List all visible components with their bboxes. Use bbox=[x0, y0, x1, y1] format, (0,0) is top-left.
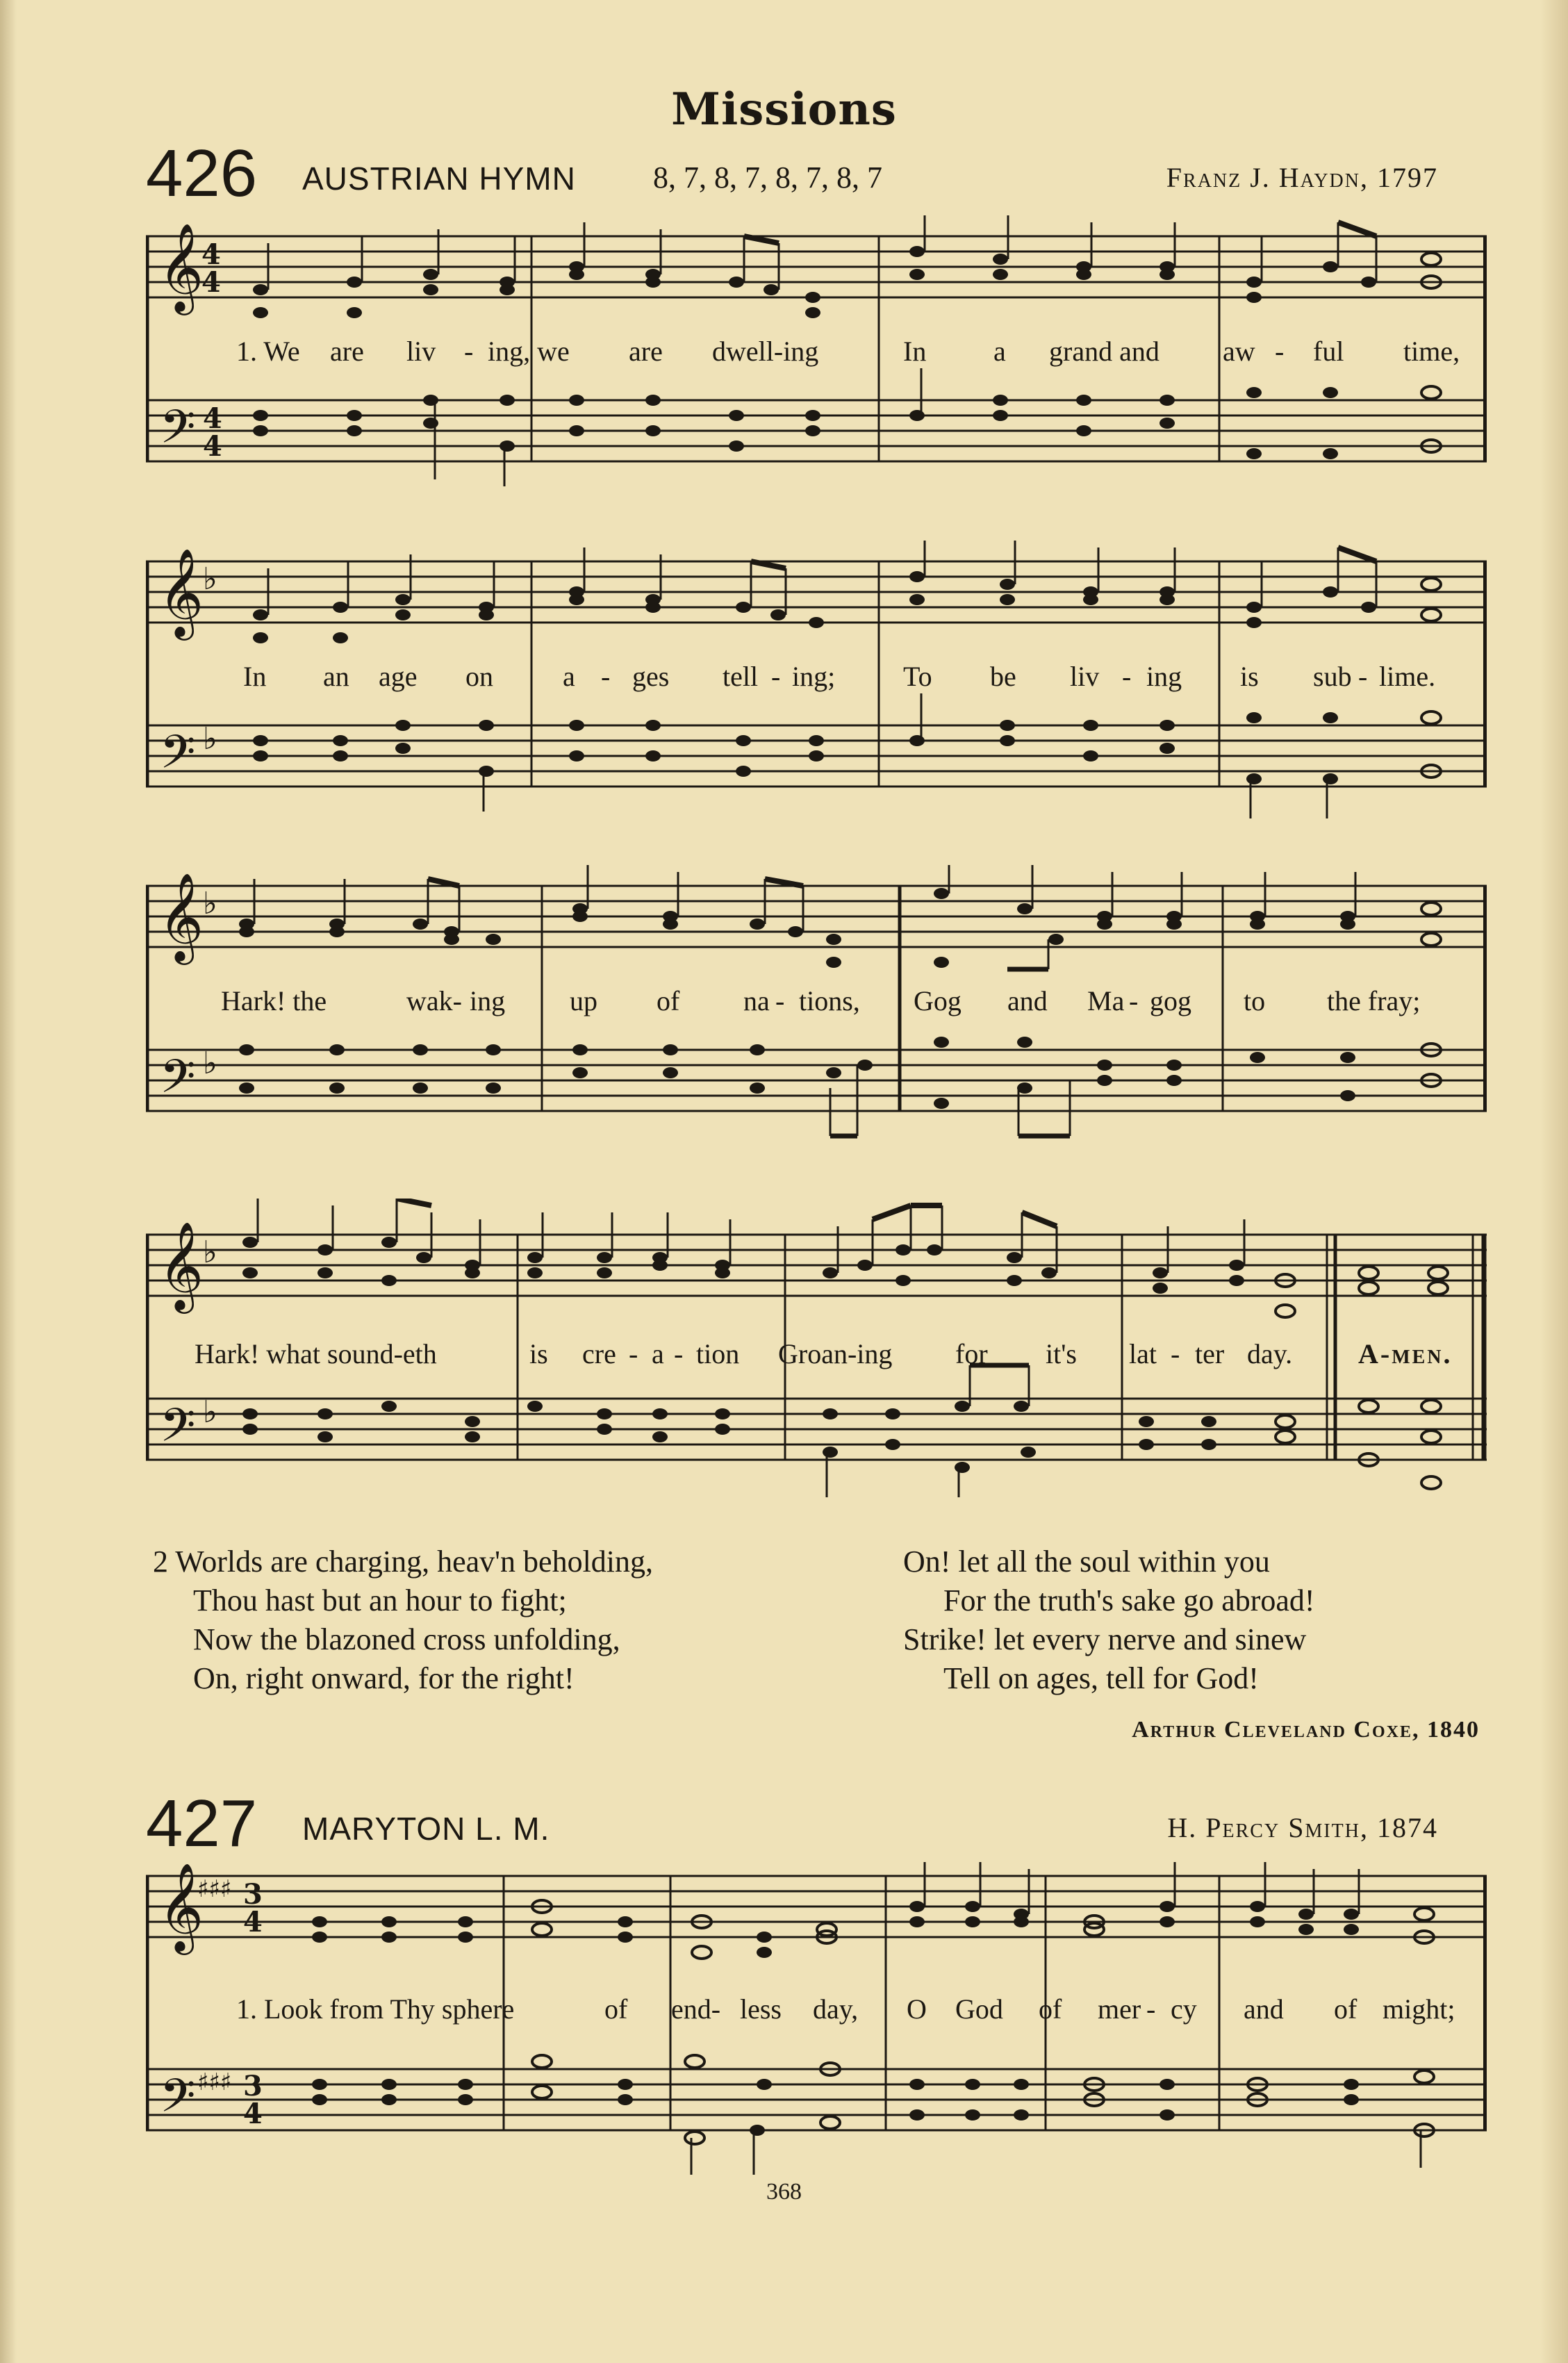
svg-text:𝄞: 𝄞 bbox=[158, 1221, 204, 1310]
lyric-syllable: up bbox=[570, 985, 597, 1016]
svg-text:♭: ♭ bbox=[203, 561, 217, 597]
stanza-line: On, right onward, for the right! bbox=[193, 1661, 575, 1695]
svg-text:𝄢: 𝄢 bbox=[160, 725, 196, 790]
hymn-number: 427 bbox=[146, 1786, 258, 1861]
lyric-syllable: - bbox=[601, 661, 611, 692]
lyric-syllable: lat bbox=[1129, 1338, 1157, 1369]
lyric-syllable: a bbox=[563, 661, 575, 692]
stanza-line: Now the blazoned cross unfolding, bbox=[193, 1622, 620, 1656]
lyric-syllable: - bbox=[629, 1338, 638, 1369]
lyric-syllable: grand and bbox=[1049, 336, 1160, 367]
svg-text:4: 4 bbox=[201, 238, 221, 271]
lyric-syllable: to bbox=[1244, 985, 1266, 1016]
lyric-syllable: day. bbox=[1247, 1338, 1293, 1369]
hymn-426-header bbox=[146, 136, 1438, 215]
lyric-syllable: - bbox=[1275, 336, 1285, 367]
lyric-syllable: aw bbox=[1223, 336, 1255, 367]
music-system-4 bbox=[146, 1199, 1487, 1504]
lyric-syllable: na bbox=[743, 985, 770, 1016]
lyric-syllable: end- bbox=[671, 1993, 721, 2025]
lyric-syllable: day, bbox=[813, 1993, 859, 2025]
stanza-line: Thou hast but an hour to fight; bbox=[193, 1583, 567, 1617]
lyric-syllable: ing bbox=[1146, 661, 1182, 692]
svg-text:𝄢: 𝄢 bbox=[160, 2069, 196, 2134]
lyric-syllable: - bbox=[464, 336, 474, 367]
svg-text:4: 4 bbox=[243, 1906, 263, 1938]
svg-text:𝄢: 𝄢 bbox=[160, 1050, 196, 1114]
svg-text:𝄞: 𝄞 bbox=[158, 547, 204, 636]
lyric-syllable: liv bbox=[1070, 661, 1100, 692]
stanza-2 bbox=[153, 1542, 1480, 1743]
tune-name: MARYTON L. M. bbox=[302, 1811, 550, 1847]
svg-text:♭: ♭ bbox=[203, 721, 217, 757]
lyric-syllable: tion bbox=[696, 1338, 740, 1369]
svg-text:𝄢: 𝄢 bbox=[160, 1399, 196, 1463]
section-title: Missions bbox=[671, 83, 897, 135]
stanza-line: Strike! let every nerve and sinew bbox=[903, 1622, 1307, 1656]
lyric-syllable: Ma bbox=[1087, 985, 1125, 1016]
stanza-line: Tell on ages, tell for God! bbox=[943, 1661, 1259, 1695]
lyric-syllable: lime. bbox=[1379, 661, 1436, 692]
lyric-syllable: Hark! the bbox=[221, 985, 327, 1016]
lyric-syllable: - bbox=[775, 985, 785, 1016]
composer: H. Percy Smith, 1874 bbox=[1167, 1812, 1438, 1843]
lyric-syllable: - bbox=[1129, 985, 1139, 1016]
lyric-syllable: O bbox=[907, 1993, 927, 2025]
composer: Franz J. Haydn, 1797 bbox=[1166, 162, 1438, 193]
lyric-syllable: and bbox=[1244, 1993, 1284, 2025]
svg-text:𝄢: 𝄢 bbox=[160, 400, 196, 465]
stanza-line: For the truth's sake go abroad! bbox=[943, 1583, 1315, 1617]
stanza-line: On! let all the soul within you bbox=[903, 1545, 1270, 1579]
lyric-syllable: 1. We bbox=[236, 336, 300, 367]
stanza-line: 2 Worlds are charging, heav'n beholding, bbox=[153, 1545, 654, 1579]
lyric-syllable: - bbox=[1122, 661, 1132, 692]
lyric-syllable: on bbox=[465, 661, 493, 692]
svg-text:4: 4 bbox=[203, 402, 222, 435]
lyric-syllable: are bbox=[629, 336, 663, 367]
lyric-syllable: - bbox=[1358, 661, 1368, 692]
lyric-syllable: tell bbox=[723, 661, 759, 692]
page-binding-edge bbox=[0, 0, 17, 2363]
music-system-1 bbox=[146, 215, 1487, 493]
svg-text:♯♯♯: ♯♯♯ bbox=[197, 1875, 232, 1903]
lyric-syllable: ful bbox=[1313, 336, 1344, 367]
lyric-syllable: 1. Look from Thy sphere bbox=[236, 1993, 515, 2025]
stanza-2-left-column bbox=[153, 1542, 653, 1698]
lyric-syllable: To bbox=[903, 661, 932, 692]
lyric-syllable: cy bbox=[1171, 1993, 1197, 2025]
hymn-number: 426 bbox=[146, 136, 258, 211]
lyric-syllable: Groan-ing bbox=[778, 1338, 893, 1369]
lyric-syllable: less bbox=[740, 1993, 782, 2025]
lyric-syllable: a bbox=[993, 336, 1006, 367]
lyric-syllable: ing; bbox=[792, 661, 836, 692]
lyric-syllable: age bbox=[379, 661, 418, 692]
lyric-syllable: ing bbox=[470, 985, 506, 1016]
svg-text:𝄞: 𝄞 bbox=[158, 872, 204, 961]
lyric-syllable: of bbox=[604, 1993, 628, 2025]
svg-text:4: 4 bbox=[201, 266, 221, 299]
lyric-syllable: sub bbox=[1313, 661, 1352, 692]
stanza-2-right-column bbox=[903, 1542, 1315, 1698]
lyric-syllable: Gog bbox=[914, 985, 962, 1016]
lyric-syllable: tions, bbox=[799, 985, 860, 1016]
lyric-syllable: God bbox=[955, 1993, 1003, 2025]
lyric-syllable: for bbox=[955, 1338, 988, 1369]
page-number: 368 bbox=[766, 2179, 802, 2205]
text-author: Arthur Cleveland Coxe, 1840 bbox=[1132, 1717, 1480, 1743]
music-system-3 bbox=[146, 865, 1487, 1143]
music-system-5 bbox=[146, 1848, 1487, 2175]
lyric-syllable: of bbox=[657, 985, 680, 1016]
svg-text:♭: ♭ bbox=[203, 886, 217, 921]
lyric-syllable: wak- bbox=[406, 985, 462, 1016]
lyric-syllable: a bbox=[652, 1338, 664, 1369]
svg-text:4: 4 bbox=[203, 430, 222, 463]
lyric-syllable: - bbox=[674, 1338, 684, 1369]
lyric-syllable: is bbox=[529, 1338, 548, 1369]
lyric-syllable: ter bbox=[1195, 1338, 1225, 1369]
svg-text:3: 3 bbox=[243, 1878, 263, 1911]
lyric-syllable: and bbox=[1007, 985, 1048, 1016]
lyric-syllable: is bbox=[1240, 661, 1259, 692]
svg-text:♭: ♭ bbox=[203, 1235, 217, 1270]
lyric-syllable: In bbox=[243, 661, 267, 692]
lyric-syllable: dwell-ing bbox=[712, 336, 819, 367]
svg-text:♭: ♭ bbox=[203, 1046, 217, 1081]
svg-text:𝄞: 𝄞 bbox=[158, 222, 204, 311]
lyric-syllable: - bbox=[771, 661, 781, 692]
tune-name: AUSTRIAN HYMN bbox=[302, 160, 576, 197]
lyric-syllable: the fray; bbox=[1327, 985, 1421, 1016]
lyric-syllable: might; bbox=[1383, 1993, 1455, 2025]
lyric-syllable: an bbox=[323, 661, 349, 692]
lyric-syllable: ges bbox=[632, 661, 670, 692]
music-system-2 bbox=[146, 541, 1487, 818]
lyric-syllable: ing, we bbox=[488, 336, 570, 367]
lyric-syllable: it's bbox=[1046, 1338, 1077, 1369]
lyric-syllable: Hark! what sound-eth bbox=[195, 1338, 437, 1369]
lyric-syllable: In bbox=[903, 336, 927, 367]
lyric-syllable: be bbox=[990, 661, 1016, 692]
lyric-syllable: mer bbox=[1098, 1993, 1141, 2025]
lyric-syllable: of bbox=[1039, 1993, 1062, 2025]
svg-text:♭: ♭ bbox=[203, 1394, 217, 1430]
lyric-syllable: are bbox=[330, 336, 364, 367]
amen-label: A-men. bbox=[1358, 1338, 1453, 1369]
svg-text:♯♯♯: ♯♯♯ bbox=[197, 2068, 232, 2096]
lyric-syllable: - bbox=[1146, 1993, 1156, 2025]
svg-text:3: 3 bbox=[243, 2070, 263, 2102]
lyric-syllable: liv bbox=[406, 336, 436, 367]
lyric-syllable: gog bbox=[1150, 985, 1191, 1016]
lyric-syllable: - bbox=[1171, 1338, 1180, 1369]
lyric-syllable: time, bbox=[1403, 336, 1460, 367]
svg-text:𝄞: 𝄞 bbox=[158, 1862, 204, 1951]
page-right-edge bbox=[1540, 0, 1568, 2363]
meter: 8, 7, 8, 7, 8, 7, 8, 7 bbox=[653, 160, 882, 195]
lyric-syllable: of bbox=[1334, 1993, 1357, 2025]
lyric-syllable: cre bbox=[582, 1338, 616, 1369]
svg-text:4: 4 bbox=[243, 2098, 263, 2130]
